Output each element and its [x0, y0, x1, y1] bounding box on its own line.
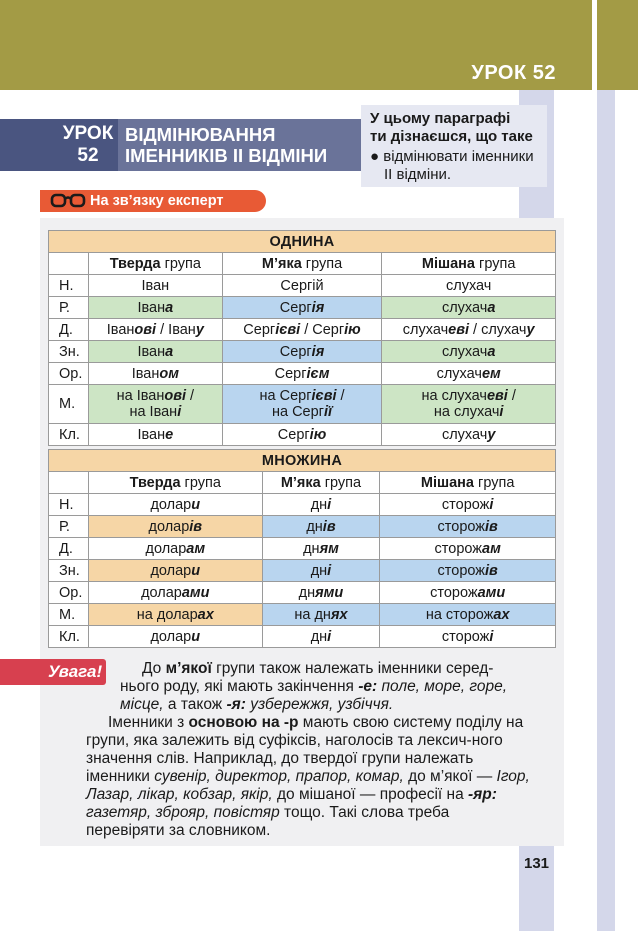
expert-banner-label: На зв’язку експерт [90, 193, 224, 209]
text-run: а [165, 299, 174, 316]
text-run: сторож [434, 540, 482, 557]
cell-hard [88, 341, 222, 363]
text-run: ів [485, 562, 498, 579]
table-row [49, 516, 556, 538]
column-header [382, 253, 556, 275]
text-run: на Іван [116, 388, 165, 404]
column-header [222, 253, 382, 275]
case-label: Р. [49, 297, 89, 319]
text-run: сторож [430, 584, 478, 601]
lesson-number-label [58, 123, 118, 167]
table-row [49, 341, 556, 363]
text-run: ам [482, 540, 501, 557]
cell-soft [262, 582, 380, 604]
text-run: и [191, 496, 201, 513]
text-run: ові [164, 388, 187, 404]
table-row [49, 626, 556, 648]
text-run: ієві [311, 388, 337, 404]
goals-item-line2: ІІ відміни. [384, 166, 452, 183]
cell-hard [88, 424, 222, 446]
text-run: і [489, 496, 494, 513]
text-run: на дн [294, 606, 331, 623]
cell-mixed [380, 516, 556, 538]
text-run: долар [150, 628, 192, 645]
cell-hard [88, 604, 262, 626]
cell-mixed [380, 604, 556, 626]
column-header [88, 253, 222, 275]
case-label: Зн. [49, 341, 89, 363]
table-row [49, 560, 556, 582]
paragraph-goals-title [370, 110, 550, 146]
column-header-rest: група [160, 255, 201, 272]
column-header-bold: М’яка [280, 474, 321, 491]
text-run: Серг [279, 299, 312, 316]
text-run: і [327, 562, 332, 579]
column-header [262, 472, 380, 494]
plural-table [48, 449, 556, 648]
table-corner [49, 253, 89, 275]
text-run: ем [481, 365, 501, 382]
text-run: -е: [358, 678, 378, 695]
text-run: ію [344, 321, 361, 338]
text-run: ії [323, 404, 333, 420]
glasses-icon [50, 191, 86, 211]
text-run: ах [493, 606, 510, 623]
text-run: ом [159, 365, 179, 382]
cell-mixed [380, 626, 556, 648]
text-run: до мішаної — професії на [272, 786, 469, 803]
text-run: Серг [277, 426, 310, 443]
text-run: ам [186, 540, 206, 557]
text-run: ів [189, 518, 203, 535]
cell-hard [88, 538, 262, 560]
text-run: на Іван [129, 404, 178, 420]
lesson-word: УРОК [62, 123, 114, 144]
text-run: тощо. Такі слова треба перевіряти за словником. [86, 804, 450, 839]
cell-soft [222, 297, 382, 319]
text-run: / [507, 388, 516, 404]
cell-mixed [380, 560, 556, 582]
case-label: Д. [49, 319, 89, 341]
table-row [49, 604, 556, 626]
text-run: на Серг [259, 388, 312, 404]
text-run: ами [181, 584, 210, 601]
text-run: -яр: [468, 786, 497, 803]
case-label: Ор. [49, 582, 89, 604]
cell-hard [88, 385, 222, 424]
cell-soft [262, 626, 380, 648]
text-run: Іван [141, 277, 170, 294]
text-run: Серг [279, 343, 312, 360]
text-run: а [487, 299, 496, 316]
text-run: ію [309, 426, 327, 443]
cell-soft [262, 560, 380, 582]
table-row [49, 319, 556, 341]
page-number: 131 [523, 855, 550, 872]
text-run: дн [310, 496, 328, 513]
text-run: / [336, 388, 345, 404]
text-run: / Іван [156, 321, 196, 338]
text-run: і [177, 404, 182, 420]
cell-mixed [380, 582, 556, 604]
text-run: ієм [306, 365, 330, 382]
table-row [49, 494, 556, 516]
text-run: еві [486, 388, 508, 404]
text-run: / [186, 388, 195, 404]
text-run: ія [311, 343, 325, 360]
text-run: на долар [136, 606, 198, 623]
column-header [380, 472, 556, 494]
text-run: Ігор, Лазар, лікар, кобзар, якір, [86, 768, 530, 803]
text-run: сторож [437, 562, 485, 579]
text-run: Сергій [280, 277, 324, 294]
text-run: і [489, 628, 494, 645]
cell-hard [88, 494, 262, 516]
cell-mixed [382, 297, 556, 319]
cell-hard [88, 297, 222, 319]
text-run: слухач [402, 321, 449, 338]
text-run: дн [310, 628, 328, 645]
text-run: сторож [441, 496, 490, 513]
cell-soft [222, 275, 382, 297]
text-run: а [487, 343, 496, 360]
text-run: Серг [274, 365, 307, 382]
text-run: мають свою систему поділу на групи, яка залежить від суфіксів, наголосів та лексич-ного значення слів. Наприклад, до твердої групи належать іменники [86, 714, 524, 785]
text-run: Іван [106, 321, 135, 338]
text-run: слухач [436, 365, 482, 382]
text-run: еві [448, 321, 470, 338]
cell-mixed [380, 538, 556, 560]
text-run: а [165, 343, 174, 360]
text-run: Іван [137, 299, 166, 316]
text-run: ах [197, 606, 214, 623]
text-run: і [327, 628, 332, 645]
text-run: долар [150, 496, 192, 513]
text-run: дн [298, 584, 316, 601]
cell-soft [222, 319, 382, 341]
cell-hard [88, 626, 262, 648]
goals-item-line1: відмінювати іменники [383, 148, 534, 165]
column-header-rest: група [180, 474, 221, 491]
text-run: основою на -р [188, 714, 299, 731]
goals-title-line1: У цьому параграфі [370, 110, 511, 127]
cell-hard [88, 319, 222, 341]
text-run: ові [134, 321, 157, 338]
case-label: М. [49, 385, 89, 424]
cell-mixed [380, 494, 556, 516]
cell-soft [222, 424, 382, 446]
column-header [88, 472, 262, 494]
text-run: слухач [441, 426, 488, 443]
column-header-bold: Мішана [421, 255, 476, 272]
table-row [49, 363, 556, 385]
lesson-title-line2: ІМЕННИКІВ ІІ ВІДМІНИ [125, 145, 328, 166]
case-label: Н. [49, 494, 89, 516]
singular-table [48, 230, 556, 446]
table-row [49, 385, 556, 424]
attention-label: Увага! [48, 662, 103, 681]
cell-soft [222, 363, 382, 385]
text-run: ія [311, 299, 325, 316]
text-run: а також [163, 696, 227, 713]
text-run: Іван [131, 365, 160, 382]
text-run: дн [310, 562, 328, 579]
column-header-rest: група [301, 255, 343, 272]
column-header-bold: М’яка [261, 255, 302, 272]
text-run: -я: [226, 696, 246, 713]
text-run: поле, море, горе, місце, [120, 678, 508, 713]
table-row [49, 297, 556, 319]
margin-stripe-right [597, 90, 615, 931]
note-paragraph-1 [120, 660, 530, 714]
text-run: групи також належать іменники серед- нього роду, які мають закінчення [120, 660, 494, 695]
column-header-rest: група [474, 474, 515, 491]
text-run: / Серг [300, 321, 345, 338]
table-corner [49, 472, 89, 494]
text-run: на слухач [433, 404, 500, 420]
case-label: Кл. [49, 626, 89, 648]
cell-hard [88, 516, 262, 538]
text-run: сторож [441, 628, 490, 645]
cell-soft [262, 604, 380, 626]
cell-soft [222, 385, 382, 424]
bullet-icon: ● [370, 148, 380, 165]
table-row [49, 424, 556, 446]
cell-hard [88, 363, 222, 385]
text-run: До [142, 660, 166, 677]
text-run: / слухач [469, 321, 527, 338]
lesson-number: 52 [77, 145, 99, 166]
case-label: Зн. [49, 560, 89, 582]
column-header-rest: група [320, 474, 362, 491]
table-title: МНОЖИНА [49, 450, 556, 472]
text-run: на Серг [271, 404, 324, 420]
text-run: Іван [137, 343, 166, 360]
text-run: сувенір, директор, прапор, комар, [154, 768, 404, 785]
cell-soft [262, 516, 380, 538]
text-run: слухач [445, 277, 492, 294]
text-run: дн [306, 518, 323, 535]
text-run: е [165, 426, 174, 443]
case-label: Р. [49, 516, 89, 538]
column-header-rest: група [475, 255, 516, 272]
lesson-title-line1: ВІДМІНЮВАННЯ [125, 124, 276, 145]
text-run: Іван [137, 426, 166, 443]
text-run: ами [477, 584, 506, 601]
column-header-bold: Тверда [109, 255, 161, 272]
cell-mixed [382, 275, 556, 297]
text-run: долар [148, 518, 190, 535]
text-run: газетяр, зброяр, повістяр [86, 804, 280, 821]
text-run: долар [145, 540, 187, 557]
text-run: і [327, 496, 332, 513]
column-header-bold: Тверда [129, 474, 181, 491]
cell-hard [88, 582, 262, 604]
case-label: М. [49, 604, 89, 626]
cell-hard [88, 275, 222, 297]
text-run: дн [303, 540, 320, 557]
text-run: слухач [441, 299, 488, 316]
text-run: сторож [437, 518, 485, 535]
table-title: ОДНИНА [49, 231, 556, 253]
text-run: у [526, 321, 535, 338]
text-run: Серг [243, 321, 276, 338]
cell-mixed [382, 341, 556, 363]
cell-soft [262, 538, 380, 560]
text-run: і [499, 404, 504, 420]
text-run: ів [322, 518, 336, 535]
goals-title-line2: ти дізнаєшся, що таке [370, 128, 533, 145]
text-run: м’якої [165, 660, 212, 677]
cell-hard [88, 560, 262, 582]
cell-mixed [382, 424, 556, 446]
cell-mixed [382, 363, 556, 385]
text-run: на сторож [425, 606, 494, 623]
text-run: у [487, 426, 496, 443]
paragraph-goals-item [370, 148, 550, 184]
text-run: у [195, 321, 204, 338]
column-header-bold: Мішана [420, 474, 475, 491]
text-run: и [191, 562, 201, 579]
text-run: Іменники з [108, 714, 189, 731]
case-label: Ор. [49, 363, 89, 385]
text-run: на слухач [421, 388, 487, 404]
text-run: и [191, 628, 201, 645]
text-run: долар [141, 584, 182, 601]
table-row [49, 538, 556, 560]
case-label: Кл. [49, 424, 89, 446]
cell-mixed [382, 385, 556, 424]
text-run: ів [485, 518, 498, 535]
text-run: ям [319, 540, 339, 557]
table-row [49, 582, 556, 604]
text-run: ями [315, 584, 344, 601]
cell-soft [262, 494, 380, 516]
table-row [49, 275, 556, 297]
text-run: слухач [441, 343, 488, 360]
text-run: ієві [275, 321, 301, 338]
case-label: Д. [49, 538, 89, 560]
case-label: Н. [49, 275, 89, 297]
lesson-title [125, 124, 361, 166]
running-header-lesson: УРОК 52 [471, 62, 556, 84]
cell-soft [222, 341, 382, 363]
text-run: ях [330, 606, 348, 623]
note-paragraph-2 [86, 714, 530, 840]
text-run: до м’якої — [403, 768, 497, 785]
text-run: долар [150, 562, 192, 579]
cell-mixed [382, 319, 556, 341]
top-color-band-right [597, 0, 638, 90]
text-run: узбережжя, узбіччя. [250, 696, 394, 713]
